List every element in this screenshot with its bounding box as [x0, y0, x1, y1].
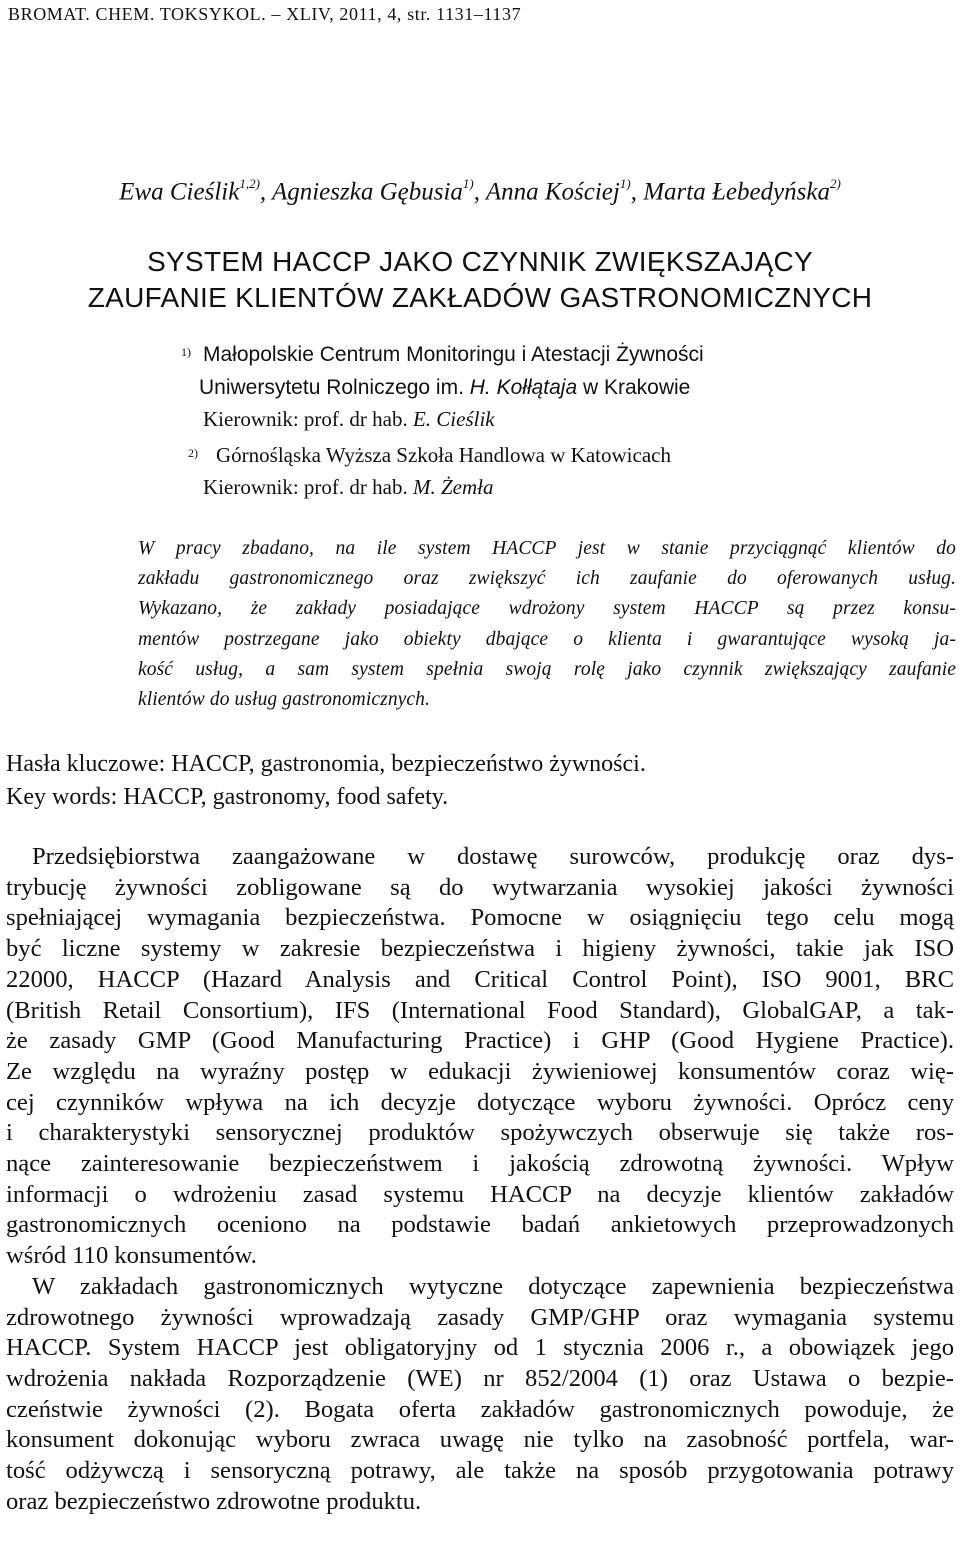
abstract-line: mentów postrzegane jako obiekty dbające o klienta i gwarantujące wysoką ja- — [138, 628, 956, 650]
affiliation-university — [199, 376, 690, 400]
head-name: M. Żemła — [412, 475, 494, 499]
journal-header: BROMAT. CHEM. TOKSYKOL. – XLIV, 2011, 4, str. 1131–1137 — [8, 4, 522, 24]
body-line: że zasady GMP (Good Manufacturing Practice) i GHP (Good Hygiene Practice). — [6, 1027, 954, 1055]
body-line: HACCP. System HACCP jest obligatoryjny od 1 stycznia 2006 r., a obowiązek jego — [6, 1334, 954, 1362]
body-line: wdrożenia nakłada Rozporządzenie (WE) nr 852/2004 (1) oraz Ustawa o bezpie- — [6, 1364, 954, 1392]
author-name: Anna Kościej — [485, 178, 620, 206]
author-affiliation-marker: 1,2) — [239, 176, 260, 191]
keywords — [6, 748, 646, 814]
affiliation-head — [203, 407, 495, 432]
title-line: ZAUFANIE KLIENTÓW ZAKŁADÓW GASTRONOMICZNYCH — [87, 282, 873, 313]
body-line: zdrowotnego żywności wprowadzają zasady GMP/GHP oraz wymagania systemu — [6, 1303, 954, 1331]
body-line: Ze względu na wyraźny postęp w edukacji żywieniowej konsumentów coraz wię- — [6, 1057, 954, 1085]
body-line: oraz bezpieczeństwo zdrowotne produktu. — [6, 1487, 422, 1515]
affiliation-text: Uniwersytetu Rolniczego im. — [199, 376, 470, 399]
body-line: i charakterystyki sensorycznej produktów spożywczych obserwuje się także ros- — [6, 1119, 954, 1147]
affiliation-text: w Krakowie — [577, 376, 691, 399]
author-separator: , — [630, 178, 644, 206]
body-line: (British Retail Consortium), IFS (International Food Standard), GlobalGAP, a tak- — [6, 996, 954, 1024]
body-line: być liczne systemy w zakresie bezpieczeństwa i higieny żywności, takie jak ISO — [6, 935, 954, 963]
body-line: tość odżywczą i sensoryczną potrawy, ale także na sposób przygotowania potrawy — [6, 1457, 954, 1485]
affiliation-marker: 2) — [188, 446, 198, 460]
body-text — [6, 842, 954, 1517]
body-line: trybucję żywności zobligowane są do wytwarzania wysokiej jakości żywności — [6, 873, 954, 901]
author-affiliation-marker: 2) — [829, 176, 841, 191]
affiliation-institution: Małopolskie Centrum Monitoringu i Atestacji Żywności — [203, 343, 704, 366]
abstract-line: klientów do usług gastronomicznych. — [138, 689, 431, 711]
author-affiliation-marker: 1) — [619, 176, 631, 191]
body-line: W zakładach gastronomicznych wytyczne dotyczące zapewnienia bezpieczeństwa — [32, 1272, 954, 1300]
author-name: Agnieszka Gębusia — [271, 178, 463, 206]
body-line: konsument dokonując wyboru zwraca uwagę nie tylko na zasobność portfela, war- — [6, 1426, 954, 1454]
abstract-line: Wykazano, że zakłady posiadające wdrożony system HACCP są przez konsu- — [138, 598, 956, 620]
abstract-line: kość usług, a sam system spełnia swoją rolę jako czynnik zwiększający zaufanie — [138, 658, 956, 680]
body-line: spełniającej wymagania bezpieczeństwa. Pomocne w osiągnięciu tego celu mogą — [6, 904, 954, 932]
affiliation-marker: 1) — [181, 345, 191, 359]
title-line: SYSTEM HACCP JAKO CZYNNIK ZWIĘKSZAJĄCY — [147, 246, 813, 277]
keywords-english: Key words: HACCP, gastronomy, food safety. — [6, 784, 449, 810]
keywords-polish: Hasła kluczowe: HACCP, gastronomia, bezpieczeństwo żywności. — [6, 751, 646, 777]
abstract-line: W pracy zbadano, na ile system HACCP jest w stanie przyciągnąć klientów do — [138, 538, 956, 559]
patron-name: H. Kołłątaja — [469, 376, 578, 399]
head-title: Kierownik: prof. dr hab. — [203, 475, 413, 499]
body-line: gastronomicznych oceniono na podstawie badań ankietowych przeprowadzonych — [6, 1211, 954, 1239]
author-separator: , — [259, 178, 272, 206]
head-name: E. Cieślik — [412, 407, 495, 431]
author-list — [0, 178, 960, 206]
affiliation-head — [203, 475, 493, 500]
affiliation-institution: Górnośląska Wyższa Szkoła Handlowa w Katowicach — [216, 443, 671, 467]
body-line: czeństwie żywności (2). Bogata oferta zakładów gastronomicznych powoduje, że — [6, 1395, 954, 1423]
head-title: Kierownik: prof. dr hab. — [203, 407, 413, 431]
abstract — [138, 534, 956, 715]
abstract-line: zakładu gastronomicznego oraz zwiększyć ich zaufanie do oferowanych usług. — [138, 568, 956, 590]
author-name: Ewa Cieślik — [119, 178, 240, 206]
body-line: cej czynników wpływa na ich decyzje dotyczące wyboru żywności. Oprócz ceny — [6, 1088, 954, 1116]
author-affiliation-marker: 1) — [462, 176, 474, 191]
body-line: informacji o wdrożeniu zasad systemu HACCP na decyzje klientów zakładów — [6, 1180, 954, 1208]
body-line: nące zainteresowanie bezpieczeństwem i jakością zdrowotną żywności. Wpływ — [6, 1150, 954, 1178]
author-separator: , — [473, 178, 486, 206]
article-title — [0, 244, 960, 316]
body-line: 22000, HACCP (Hazard Analysis and Critical Control Point), ISO 9001, BRC — [6, 965, 954, 993]
body-line: Przedsiębiorstwa zaangażowane w dostawę surowców, produkcję oraz dys- — [32, 843, 954, 870]
author-name: Marta Łebedyńska — [643, 178, 830, 206]
body-line: wśród 110 konsumentów. — [6, 1242, 257, 1270]
